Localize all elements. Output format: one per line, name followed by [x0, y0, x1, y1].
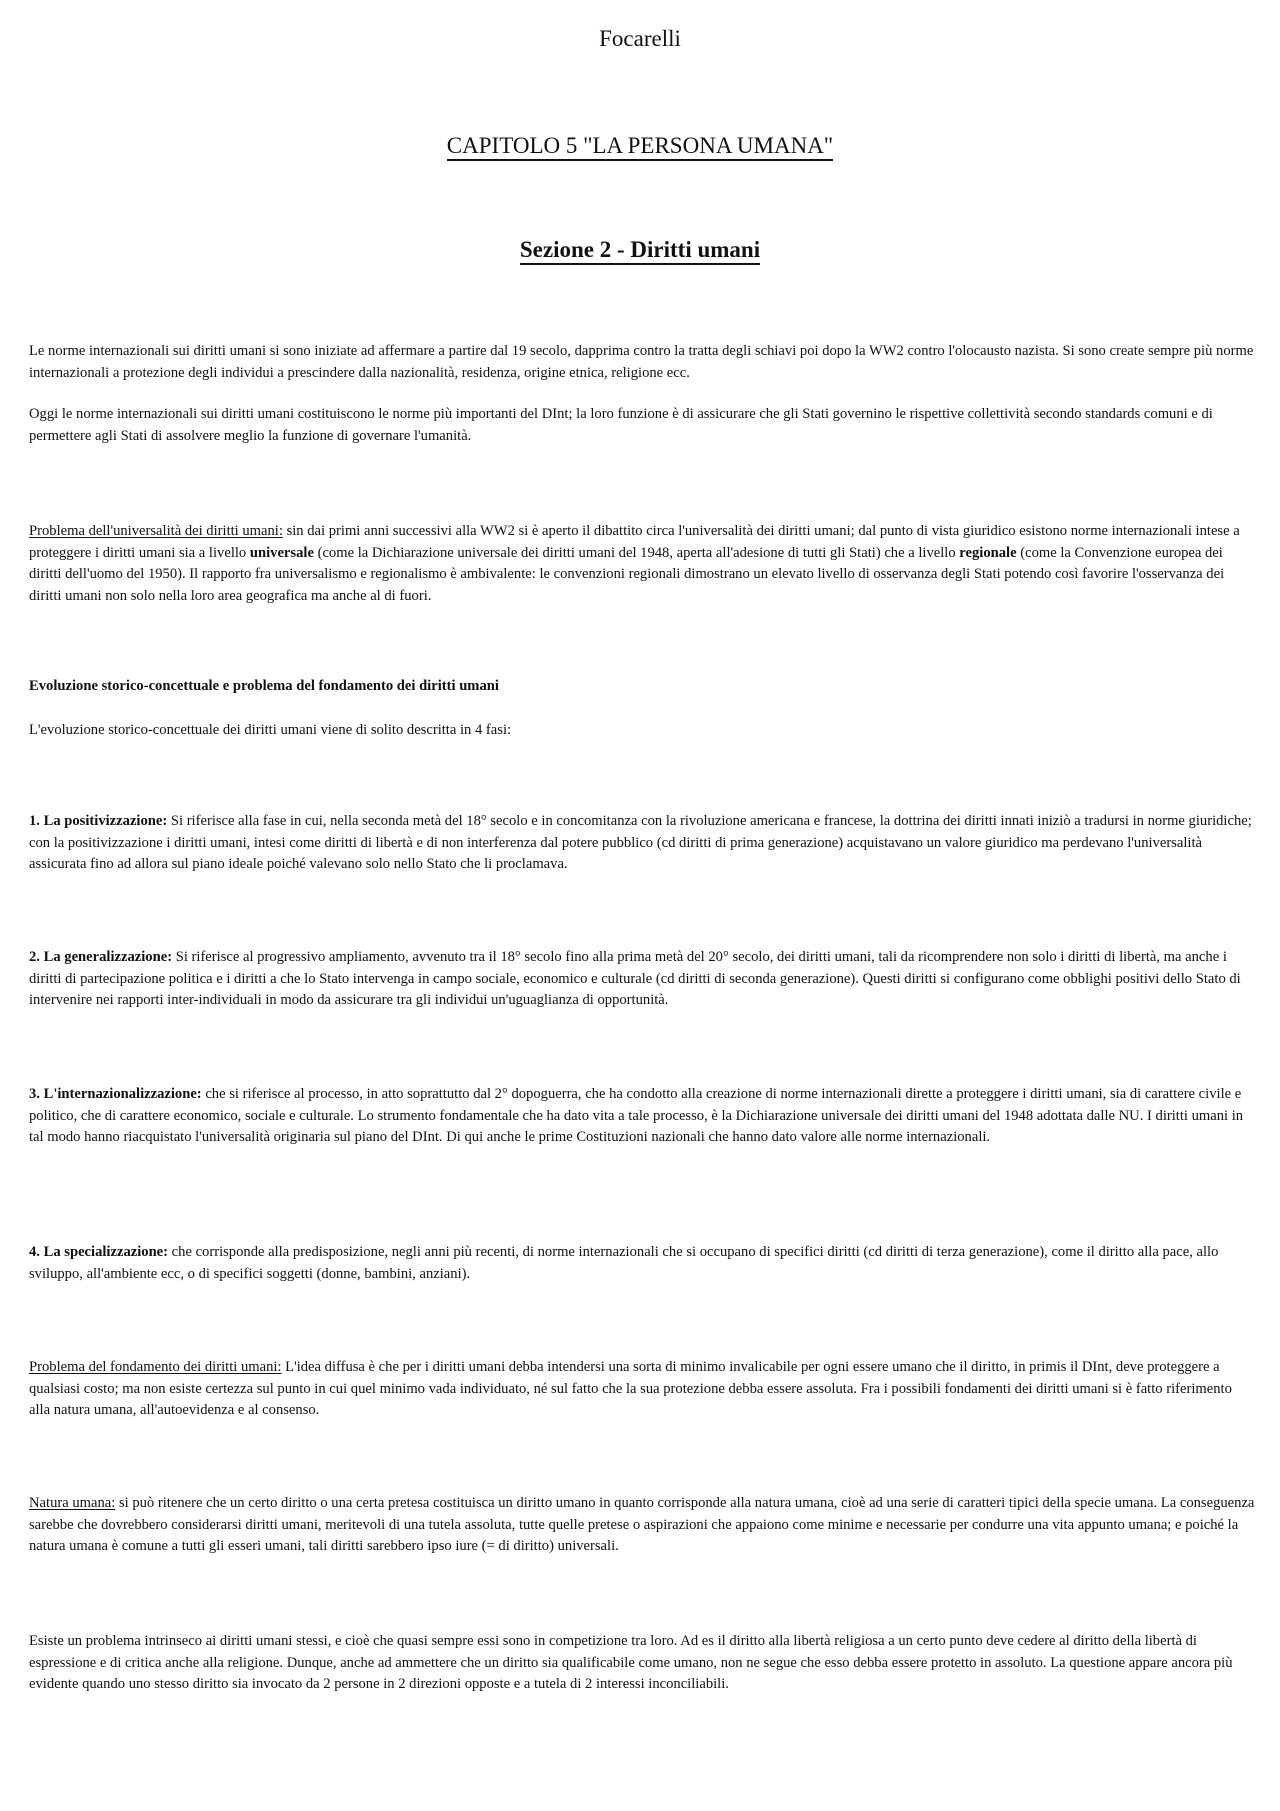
- phase-1-text: Si riferisce alla fase in cui, nella seconda metà del 18° secolo e in concomitanza con la rivoluzione americana e francese, la dottrina dei diritti innati iniziò a tradursi in norme giuridiche; con la positivizzazione i diritti umani, intesi come diritti di libertà e di non interferenza dal potere pubblico (cd diritti di prima generazione) acquistavano un valore giuridico ma perdevano l'universalità assicurata fino ad allora sul piano ideale poiché valevano solo nello Stato che li proclamava.: [29, 813, 1252, 872]
- paragraph-importance: Oggi le norme internazionali sui diritti umani costituiscono le norme più importanti del DInt; la loro funzione è di assicurare che gli Stati governino le rispettive collettività secondo standards comuni e di permettere agli Stati di assolvere meglio la funzione di governare l'umanità.: [29, 406, 1213, 444]
- phase-3-text: che si riferisce al processo, in atto soprattutto dal 2° dopoguerra, che ha condotto alla creazione di norme internazionali dirette a proteggere i diritti umani, sia di carattere civile e politico, che di carattere economico, sociale e culturale. Lo strumento fondamentale che ha dato vita a tale processo, è la Dichiarazione universale dei diritti umani del 1948 adottata dalle NU. I diritti umani in tal modo hanno riacquistato l'universalità originaria sul piano del DInt. Di qui anche le prime Costituzioni nazionali che hanno dato valore alle norme internazionali.: [29, 1086, 1244, 1145]
- natura-umana-label: Natura umana:: [29, 1495, 116, 1511]
- phase-1-label: 1. La positivizzazione:: [29, 813, 168, 829]
- universality-bold-regionale: regionale: [959, 544, 1017, 561]
- phase-3-label: 3. L'internazionalizzazione:: [29, 1086, 202, 1102]
- universality-bold-universale: universale: [249, 544, 314, 561]
- paragraph-competizione: Esiste un problema intrinseco ai diritti umani stessi, e cioè che quasi sempre essi sono in competizione tra loro. Ad es il diritto alla libertà religiosa a un certo punto deve cedere al diritto della libertà di espressione e di critica anche alla religione. Dunque, anche ad ammettere che un diritto sia qualificabile come umano, non ne segue che esso debba essere protetto in assoluto. La questione appare ancora più evidente quando uno stesso diritto sia invocato da 2 persone in 2 direzioni opposte e a tutela di 2 interessi inconciliabili.: [29, 1633, 1233, 1692]
- paragraph-natura-umana: [29, 1493, 1255, 1558]
- phase-2-label: 2. La generalizzazione:: [29, 949, 173, 965]
- chapter-title-text: CAPITOLO 5 "LA PERSONA UMANA": [447, 133, 833, 161]
- universality-text-c: (come la Convenzione europea dei diritti dell'uomo del 1950). Il rapporto fra universalismo e regionalismo è ambivalente: le convenzioni regionali dimostrano un elevato livello di osservanza degli Stati potendo così favorire l'osservanza dei diritti umani non solo nella loro area geografica ma anche al di fuori.: [29, 544, 1225, 604]
- paragraph-fondamento: [29, 1357, 1255, 1422]
- paragraph-evoluzione-intro: L'evoluzione storico-concettuale dei diritti umani viene di solito descritta in 4 fasi:: [29, 722, 512, 738]
- phase-4-label: 4. La specializzazione:: [29, 1244, 169, 1260]
- section-title-text: Sezione 2 - Diritti umani: [520, 237, 760, 265]
- fondamento-label: Problema del fondamento dei diritti umani:: [29, 1359, 282, 1375]
- universality-text-a: sin dai primi anni successivi alla WW2 si è aperto il dibattito circa l'universalità dei diritti umani; dal punto di vista giuridico esistono norme internazionali intese a proteggere i diritti umani sia a livello: [29, 523, 1240, 561]
- chapter-title: [0, 133, 1280, 159]
- natura-umana-text: si può ritenere che un certo diritto o una certa pretesa costituisca un diritto umano in quanto corrisponde alla natura umana, cioè ad una serie di caratteri tipici della specie umana. La conseguenza sarebbe che dovrebbero considerarsi diritti umani, meritevoli di una tutela assoluta, tutte quelle pretese o aspirazioni che appaiono come minime e necessarie per condurre una vita appunto umana; e poiché la natura umana è comune a tutti gli esseri umani, tali diritti sarebbero ipso iure (= di diritto) universali.: [29, 1495, 1255, 1554]
- phase-specializzazione: [29, 1242, 1255, 1285]
- fondamento-text: L'idea diffusa è che per i diritti umani debba intendersi una sorta di minimo invalicabile per ogni essere umano che il diritto, in primis il DInt, deve proteggere a qualsiasi costo; ma non esiste certezza sul punto in cui quel minimo vada individuato, né sul fatto che la sua protezione debba essere assoluta. Fra i possibili fondamenti dei diritti umani si è fatto riferimento alla natura umana, all'autoevidenza e al consenso.: [29, 1359, 1232, 1418]
- phase-4-text: che corrisponde alla predisposizione, negli anni più recenti, di norme internazionali che si occupano di specifici diritti (cd diritti di terza generazione), come il diritto alla pace, allo sviluppo, all'ambiente ecc, o di specifici soggetti (donne, bambini, anziani).: [29, 1244, 1219, 1282]
- universality-label: Problema dell'universalità dei diritti umani:: [29, 523, 283, 539]
- page-header-author: Focarelli: [599, 26, 681, 51]
- heading-evoluzione: Evoluzione storico-concettuale e problema del fondamento dei diritti umani: [29, 678, 499, 694]
- phase-2-text: Si riferisce al progressivo ampliamento, avvenuto tra il 18° secolo fino alla prima metà del 20° secolo, dei diritti umani, tali da ricomprendere non solo i diritti di libertà, ma anche i diritti di partecipazione politica e i diritti a che lo Stato intervenga in campo sociale, economico e culturale (cd diritti di seconda generazione). Questi diritti si configurano come obblighi positivi dello Stato di intervenire nei rapporti inter-individuali in modo da assicurare tra gli individui un'uguaglianza di opportunità.: [29, 949, 1241, 1008]
- paragraph-universality: [29, 521, 1255, 607]
- phase-internazionalizzazione: [29, 1084, 1255, 1149]
- universality-text-b: (come la Dichiarazione universale dei diritti umani del 1948, aperta all'adesione di tutti gli Stati) che a livello: [313, 544, 960, 561]
- phase-positivizzazione: [29, 811, 1255, 876]
- phase-generalizzazione: [29, 947, 1255, 1012]
- section-title: [0, 237, 1280, 263]
- paragraph-intro: Le norme internazionali sui diritti umani si sono iniziate ad affermare a partire dal 19 secolo, dapprima contro la tratta degli schiavi poi dopo la WW2 contro l'olocausto nazista. Si sono create sempre più norme internazionali a protezione degli individui a prescindere dalla nazionalità, residenza, origine etnica, religione ecc.: [29, 343, 1254, 381]
